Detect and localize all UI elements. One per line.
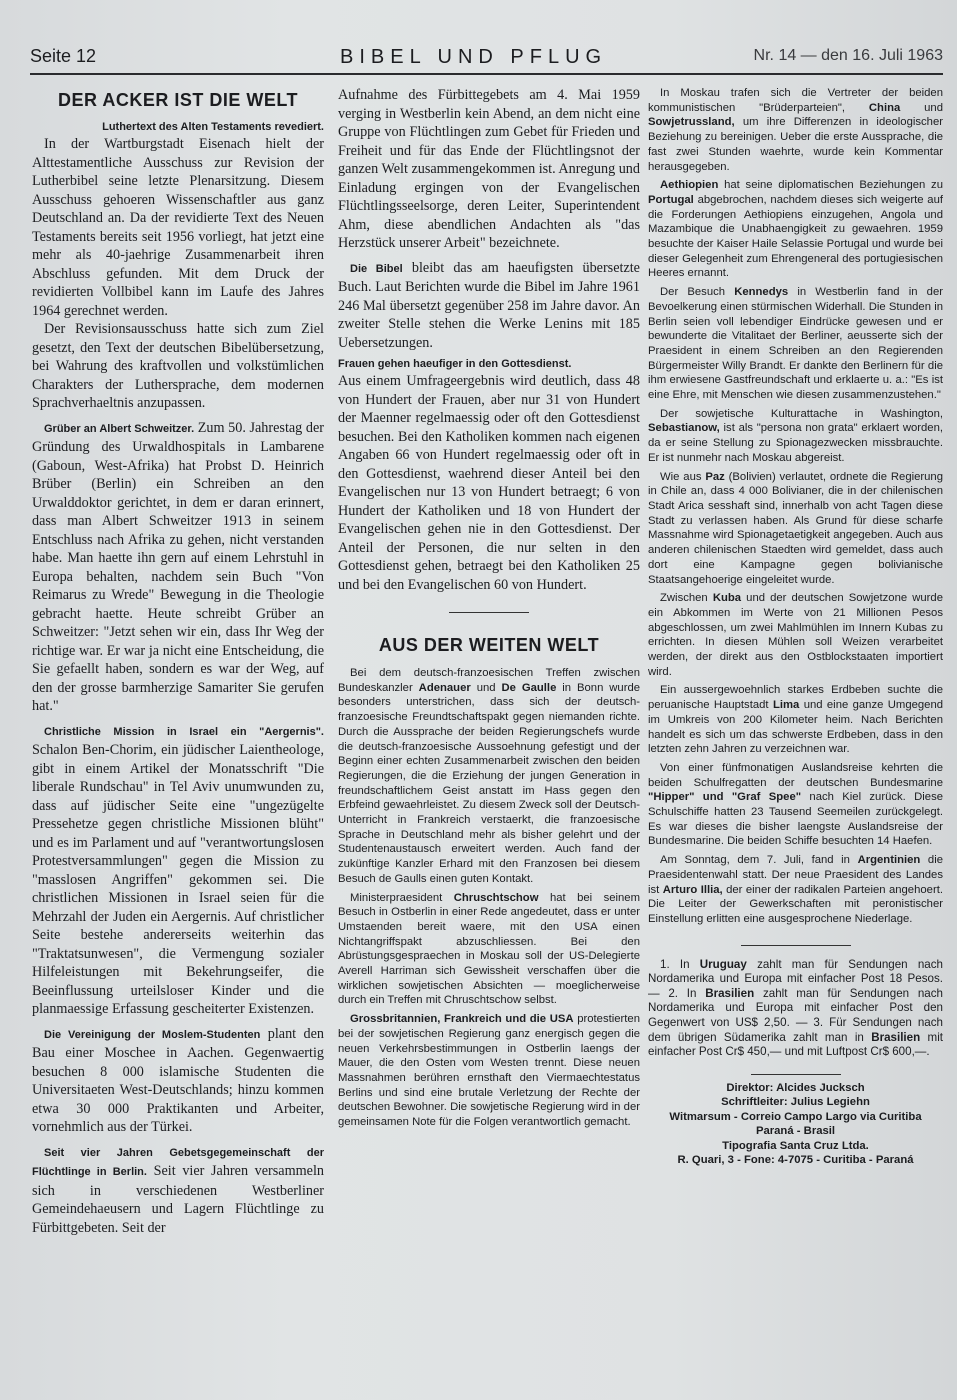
news-item: Wie aus Paz (Bolivien) verlautet, ordnete die Regierung in Chile an, dass 4 000 Bolivianer, die in der chilenischen Stadt Arica sesshaft sind, innerhalb von acht Tagen diese Stadt zu verlassen haben. Als Grund für diese scharfe Massnahme wird Spionagetaetigkeit angegeben. Auch aus anderen chilenischen Staedten wird gemeldet, dass auch dort eine Kampagne gegen bolivianische Staatsangehoerige eingeleitet wurde. (648, 470, 943, 586)
news-item: Der Besuch Kennedys in Westberlin fand in der Bevoelkerung einen stürmischen Widerhall. Die Stunden in Berlin seien voll lebendiger Eindrücke gewesen und er bewunderte die Vitalitaet der Berliner, aeusserte sich der Praesident in einem Schreiben an den Regierenden Bürgermeister Willy Brandt. Er dankte den Berlinern für die ihm erwiesene Gastfreundschaft und erklaerte u. a.: "Es ist eine Ehre, mit Menschen wie diesen zusammenzustehen." (648, 286, 943, 402)
article-schweitzer (32, 419, 324, 716)
news-item: Der sowjetische Kulturattache in Washington, Sebastianow, ist als "persona non grata" erklaert worden, da er seine Stellung zu Spionagezwecken missbrauchte. Er ist nunmehr nach Moskau abgereist. (648, 407, 943, 464)
news-item: Aethiopien hat seine diplomatischen Beziehungen zu Portugal abgebrochen, nachdem dieses sich weigerte auf die Forderungen Aethiopiens einzugehen, Angola und Mazambique die Unabhaengigkeit zu gewaehren. 1959 besuchte der Kaiser Haile Selassie Portugal und wurde bei dieser Gelegenheit zum Ehrengeneral des portugiesischen Heeres ernannt. (648, 179, 943, 280)
news-item: Zwischen Kuba und der deutschen Sowjetzone wurde ein Abkommen im Werte von 21 Millionen Pesos abgeschlossen, um zwei Mahlmühlen im Innern Kubas zu errichten. In diesen Mühlen soll Weizen verarbeitet werden, der direkt aus den Ostblockstaaten importiert wird. (648, 592, 943, 678)
paragraph: Aufnahme des Fürbittegebets am 4. Mai 1959 verging in Westberlin kein Abend, an dem nicht eine Gruppe von Flüchtlingen zum Gebet für Frieden und Freiheit und für das Ende der Flüchtlingsnot der ganzen Welt zusammengekommen ist. Anregung und Einladung ergingen von der Evangelischen Flüchtlingsseelsorge, deren Leiter, Superintendent Ahm, diese abendlichen Andachten als "das Herzstück unserer Arbeit" bezeichnete. (338, 87, 640, 251)
article-lead: Grüber an Albert Schweitzer. (44, 422, 195, 435)
article-lead: Die Bibel (350, 262, 403, 275)
news-item: Ministerpraesident Chruschtschow hat bei seinem Besuch in Ostberlin in einer Rede angedeutet, dass er unter Umstaenden bereit waere, mit den USA einen Nichtangriffspakt abzuschliessen. Bei den Abrüstungsgespraechen in Moskau soll der US-Delegierte Averell Harriman sich Gewissheit verschaffen über die wirklichen sowjetischen Absichten — moeglicherweise durch ein Treffen mit Chruschtschow selbst. (338, 891, 640, 1007)
masthead-rule (30, 73, 943, 75)
news-item: Ein aussergewoehnlich starkes Erdbeben suchte die peruanische Hauptstadt Lima und eine ganze Umgegend im Umkreis von 200 Kilometer heim. Nach Berichten handelt es sich um das schwerste Erdbeben, dass in den letzten zehn Jahren zu verzeichnen war. (648, 684, 943, 756)
news-item: Bei dem deutsch-franzoesischen Treffen zwischen Bundeskanzler Adenauer und De Gaulle in Bonn wurde besonders unterstrichen, dass sich der deutsch-franzoesische Freundtschaftspakt gegen niemanden richte. Durch die Aussprache der beiden Regierungschefs wurde die deutsch-franzoesische Aussoehnung gefestigt und der Beginn einer echten Zusammenarbeit zwischen den beiden Regierungen, die die Erziehung der jungen Generation in freundschaftlichem Geist anstatt im Hass gegen den Erbfeind gewaehrleistet. Zu diesem Zweck soll der Deutsch-Unterricht in Frankreich verstaerkt, die franzoesische Sprache in Deutschland mehr als bisher gelehrt und der Studentenaustausch erweitert werden. Auch fand der zukünftige Kanzler Erhard mit den Franzosen bei diesem Besuch de Gaulls einen guten Kontakt. (338, 667, 640, 885)
article-lead: Seit vier Jahren Gebetsgegemeinschaft der Flüchtlinge in Berlin. (32, 1146, 324, 1178)
article-text: Zum 50. Jahrestag der Gründung des Urwaldhospitals in Lambarene (Gaboun, West-Afrika) hat Probst D. Heinrich Brüber (Berlin) ein Schreiben an den Urwalddoktor gerichtet, in dem er daran erinnert, dass man Albert Schweitzer 1913 in seinem Entschluss nach Afrika zu gehen, nicht verstanden habe. Man haette ihn gern auf einem Lehrstuhl in Europa behalten, nachdem sein Buch "Von Reimarus zu Wrede" Bewegung in die Theologie gebracht haette. Heute schreibt Grüber an Schweitzer: "Jetzt sehen wir ein, dass Ihr Weg der richtige war. Er war ja nicht eine Entscheidung, die Sie gefaellt haben, sondern es war der Weg, auf den der grosse barmherzige Samariter Sie gerufen hat." (32, 419, 324, 714)
article-text: Seit vier Jahren versammeln sich in verschiedenen Westberliner Gemeindehaeusern und Lagern Flüchtlinge zu Fürbittgebeten. Seit der (32, 1163, 324, 1236)
news-item: Am Sonntag, dem 7. Juli, fand in Argentinien die Praesidentenwahl statt. Der neue Praesident des Landes ist Arturo Illia, der einer der radikalen Parteien angehoert. Die Leiter der Gewerkschaften mit peronistischer Einstellung erlitten eine ausgesprochene Niederlage. (648, 854, 943, 925)
imprint-line: R. Quari, 3 - Fone: 4-7075 - Curitiba - Paraná (677, 1154, 914, 1167)
article-frauen (338, 372, 640, 594)
masthead (30, 44, 943, 74)
article-body (32, 135, 324, 413)
article-continuation (338, 86, 640, 253)
article-lead: Die Vereinigung der Moslem-Studenten (44, 1028, 261, 1041)
page-number: Seite 12 (30, 46, 97, 66)
paragraph: Der Revisionsausschuss hatte sich zum Ziel gesetzt, den Text der deutschen Bibelübersetzung, bei Wahrung des kraftvollen und volkstümlichen Charakters der Luthersprache, dem modernen Sprachverhaeltnis anzupassen. (32, 321, 324, 411)
issue-date: Nr. 14 — den 16. Juli 1963 (753, 47, 943, 64)
article-text: plant den Bau einer Moschee in Aachen. Gegenwaertig besuchen 8 000 islamische Studenten die Universitaeten West-Deutschlands; hinzu kommen etwa 30 000 Praktikanten und Arbeiter, vornehmlich aus der Türkei. (32, 1025, 324, 1135)
article-gebetsgemeinschaft (32, 1143, 324, 1238)
news-item: Von einer fünfmonatigen Auslandsreise kehrten die beiden Schulfregatten der deutschen Bundesmarine "Hipper" und "Graf Spee" nach Kiel zurück. Diese Schulschiffe hatten 23 Tausend Seemeilen zurückgelegt. Es war dieses die bisher laengste Auslandsreise der Bundesmarine. Die beiden Schiffe besuchten 14 Haefen. (648, 761, 943, 848)
article-subheading: Luthertext des Alten Testaments revediert. (102, 121, 324, 133)
column-3 (648, 86, 943, 1168)
news-item: Grossbritannien, Frankreich und die USA protestierten bei der sowjetischen Regierung ganz energisch gegen die neuen Verkehrsbestimmungen in Ostberlin laengs der Mauer, die den Osten vom Westen trennt. Diese neuen Massnahmen berühren ernsthaft den Viermaechtestatus Berlins und sind eine brutale Verletzung der Rechte der deutschen Bewohner. Die sowjetische Regierung wird in der gemeinsamen Note für die Folgen verantwortlich gemacht. (338, 1013, 640, 1129)
section-heading-acker: DER ACKER IST DIE WELT (58, 90, 298, 110)
column-1 (32, 86, 324, 1243)
article-moslem-students (32, 1025, 324, 1137)
imprint-line: Direktor: Alcides Jucksch (726, 1081, 865, 1094)
article-bibel (338, 259, 640, 353)
divider (751, 1074, 841, 1075)
newspaper-title: BIBEL UND PFLUG (340, 46, 608, 68)
article-subheading: Frauen gehen haeufiger in den Gottesdienst. (338, 358, 572, 370)
imprint-line: Schriftleiter: Julius Legiehn (721, 1096, 870, 1109)
article-lead: Christliche Mission in Israel ein "Aergernis". (44, 725, 324, 738)
article-text: bleibt das am haeufigsten übersetzte Buch. Laut Berichten wurde die Bibel im Jahre 1961 246 Mal übersetzt gegenüber 258 im Jahre davor. An zweiter Stelle stehen die Werke Lenins mit 185 Uebersetzungen. (338, 259, 640, 351)
imprint-line: Paraná - Brasil (755, 1125, 836, 1138)
news-item: In Moskau trafen sich die Vertreter der beiden kommunistischen "Brüderparteien", China und Sowjetrussland, um ihre Differenzen in ideologischer Beziehung zu bereinigen. Ueber die erste Aussprache, die fast zwei Stunden waehrte, wurde kein Kommentar herausgegeben. (648, 87, 943, 173)
divider (449, 612, 529, 613)
column-2 (338, 86, 640, 1134)
article-text: Schalon Ben-Chorim, ein jüdischer Laientheologe, gibt in einem Artikel der Monatsschrift "Die liberale Rundschau" in Tel Aviv unumwunden zu, dass auf jüdischer Seite eine "ungezügelte Pressehetze gegen christliche Missionen blüht" und es im Parlament und auf "verantwortungslosen Protestversammlungen" gegen die Mission zu "masslosen Angriffen" gekommen sei. Die christlichen Missionen in Israel seien für die Mehrzahl der Juden ein Aergernis. Auf christlicher Seite bestehe andererseits weiterhin das "Traktatsunwesen", die Vermengung sozialer Hilfeleistungen mit Bekehrungseifer, die Beeinflussung urteilsloser Kinder und die planmaessige Erfassung gescheiterter Existenzen. (32, 742, 324, 1017)
article-israel-mission (32, 722, 324, 1019)
paragraph: Aus einem Umfrageergebnis wird deutlich, dass 48 von Hundert der Frauen, aber nur 31 von Hundert der Maenner regelmaessig oder oft den Gottesdienst besuchen. Bei den Katholiken kommen nach eigenen Angaben 66 von Hundert regelmaessig oder oft in den Gottesdienst, waehrend dieser Anteil bei den Evangelischen nur 13 von Hundert betraegt; 6 von Hundert der Katholiken und 18 von Hundert der Evangelischen gehen nie in den Gottesdienst. Der Anteil der Personen, die nur selten in den Gottesdienst gehen, betraegt bei den Katholiken 25 und bei den Evangelischen 60 von Hundert. (338, 373, 640, 593)
paragraph: In der Wartburgstadt Eisenach hielt der Alttestamentliche Ausschuss zur Revision der Lutherbibel seine letzte Plenarsitzung. Diesem Ausschuss gehoeren Wissenschaftler aus ganz Deutschland an. Da der revidierte Text des Neuen Testaments bereits seit 1956 vorliegt, hat jetzt eine mehr als 40-jaehrige Zusammenarbeit ihren Abschluss gefunden. Mit dem Druck der revidierten Vollbibel kann im Laufe des Jahres 1964 gerechnet werden. (32, 136, 324, 319)
imprint (648, 1081, 943, 1168)
divider (741, 945, 851, 946)
section-heading-weiten-welt: AUS DER WEITEN WELT (378, 635, 600, 655)
imprint-line: Witmarsum - Correio Campo Largo via Curitiba (669, 1110, 922, 1123)
postage-notice: 1. In Uruguay zahlt man für Sendungen nach Nordamerika und Europa mit einfacher Post 18 Pesos. — 2. In Brasilien zahlt man für Sendungen nach Nordamerika und Europa mit einfacher Post den Gegenwert von US$ 2,50. — 3. Für Sendungen nach dem übrigen Südamerika zahlt man in Brasilien mit einfacher Post Cr$ 450,— und mit Luftpost Cr$ 600,—. (648, 957, 943, 1059)
imprint-line: Tipografia Santa Cruz Ltda. (722, 1139, 869, 1152)
